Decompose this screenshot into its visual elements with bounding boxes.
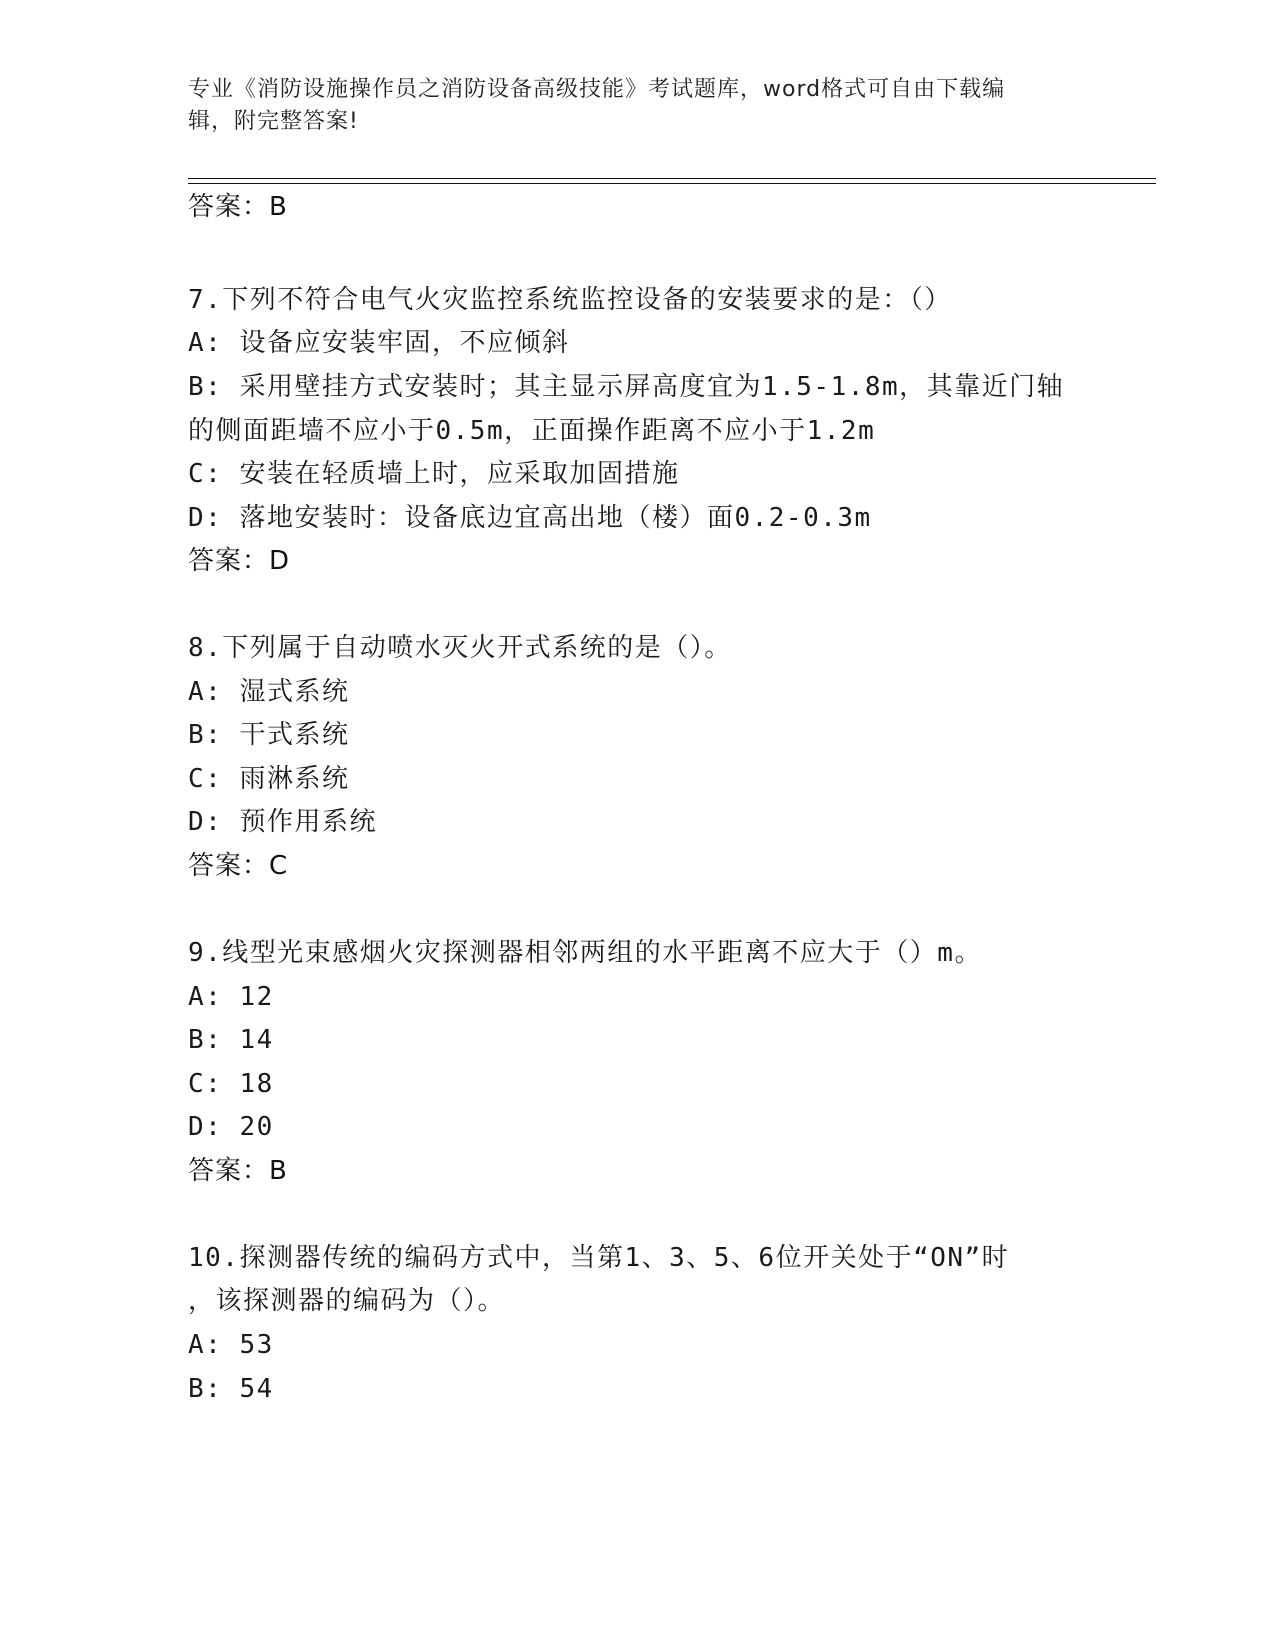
question-7-option-d: D: 落地安装时：设备底边宜高出地（楼）面0.2-0.3m [188, 503, 872, 533]
question-8-option-a: A: 湿式系统 [188, 677, 350, 707]
question-9-option-c: C: 18 [188, 1069, 274, 1099]
question-9-answer: 答案：B [188, 1156, 288, 1186]
question-10-option-b: B: 54 [188, 1374, 274, 1404]
question-7-option-a: A: 设备应安装牢固，不应倾斜 [188, 328, 570, 358]
question-9-option-b: B: 14 [188, 1025, 274, 1055]
question-10-stem: 10.探测器传统的编码方式中，当第1、3、5、6位开关处于“ON”时 [188, 1243, 1010, 1273]
question-10-option-a: A: 53 [188, 1330, 274, 1360]
header-divider-top [188, 178, 1156, 179]
question-7-answer: 答案：D [188, 546, 291, 576]
question-8-option-d: D: 预作用系统 [188, 807, 377, 837]
question-9-option-d: D: 20 [188, 1112, 274, 1142]
question-7-option-c: C: 安装在轻质墙上时，应采取加固措施 [188, 459, 680, 489]
document-header [188, 74, 1088, 138]
header-divider-bottom [188, 183, 1156, 184]
question-9-stem: 9.线型光束感烟火灾探测器相邻两组的水平距离不应大于（）m。 [188, 938, 982, 968]
question-8-answer: 答案：C [188, 851, 289, 881]
question-9-option-a: A: 12 [188, 982, 274, 1012]
question-8-option-c: C: 雨淋系统 [188, 764, 350, 794]
question-8-option-b: B: 干式系统 [188, 720, 350, 750]
question-7-option-b: B: 采用壁挂方式安装时；其主显示屏高度宜为1.5-1.8m，其靠近门轴 [188, 372, 1065, 402]
question-10-stem-cont: ，该探测器的编码为（）。 [188, 1286, 506, 1316]
question-8-stem: 8.下列属于自动喷水灭火开式系统的是（）。 [188, 633, 732, 663]
header-line-2: 辑，附完整答案! [188, 109, 359, 134]
previous-answer: 答案：B [188, 192, 288, 222]
header-line-1: 专业《消防设施操作员之消防设备高级技能》考试题库，word格式可自由下载编 [188, 77, 1006, 102]
question-7-stem: 7.下列不符合电气火灾监控系统监控设备的安装要求的是：（） [188, 285, 952, 315]
question-7-option-b-cont: 的侧面距墙不应小于0.5m，正面操作距离不应小于1.2m [188, 416, 876, 446]
